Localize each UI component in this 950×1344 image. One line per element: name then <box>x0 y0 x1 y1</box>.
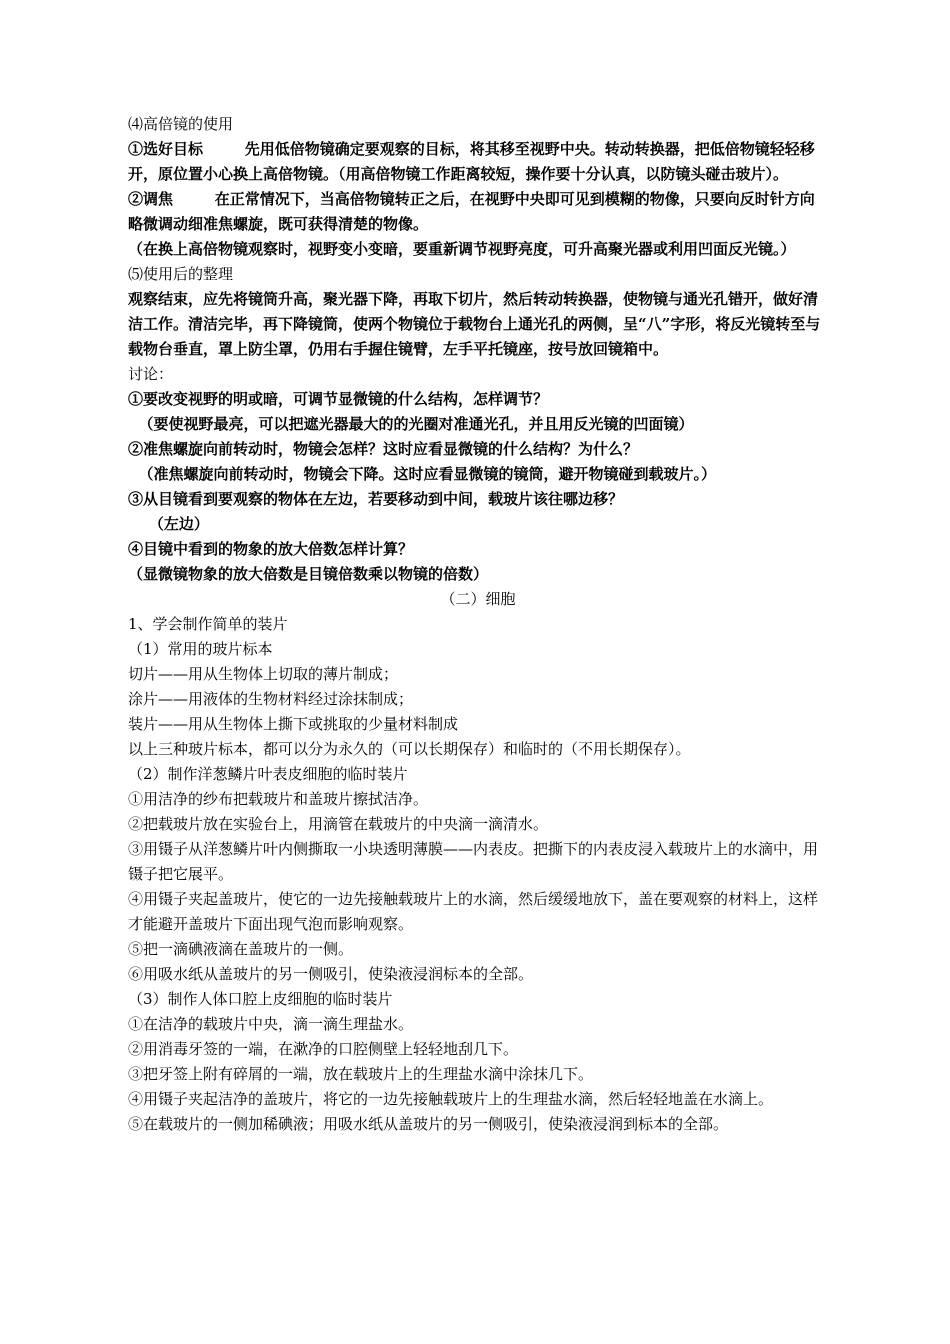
heading-make-slides: 1、学会制作简单的装片 <box>128 615 288 633</box>
cheek-step-1: ①在洁净的载玻片中央，滴一滴生理盐水。 <box>128 1015 414 1033</box>
answer-4: （显微镜物象的放大倍数是目镜倍数乘以物镜的倍数） <box>128 565 489 583</box>
cheek-step-3: ③把牙签上附有碎屑的一端，放在载玻片上的生理盐水滴中涂抹几下。 <box>128 1065 594 1083</box>
item-smear-slide: 涂片——用液体的生物材料经过涂抹制成； <box>128 690 414 708</box>
paragraph-cleanup: 观察结束，应先将镜筒升高，聚光器下降，再取下切片，然后转动转换器，使物镜与通光孔错开，做好清洁工作。清洁完毕，再下降镜筒，使两个物镜位于载物台上通光孔的两侧，呈“八”字形，将反光镜转至与载物台垂直，罩上防尘罩，仍用右手握住镜臂，左手平托镜座，按号放回镜箱中。 <box>128 290 821 358</box>
step-focus: ②调焦 在正常情况下，当高倍物镜转正之后，在视野中央即可见到模糊的物像，只要向反时针方向略微调动细准焦螺旋，既可获得清楚的物像。 <box>128 190 815 233</box>
answer-1: （要使视野最亮，可以把遮光器最大的的光圈对准通光孔，并且用反光镜的凹面镜） <box>128 415 694 433</box>
onion-step-5: ⑤把一滴碘液滴在盖玻片的一侧。 <box>128 940 354 958</box>
answer-3: （左边） <box>128 515 209 533</box>
note-brightness: （在换上高倍物镜观察时，视野变小变暗，要重新调节视野亮度，可升高聚光器或利用凹面反光镜。） <box>128 240 796 258</box>
item-section-slide: 切片——用从生物体上切取的薄片制成； <box>128 665 399 683</box>
onion-step-3: ③用镊子从洋葱鳞片叶内侧撕取一小块透明薄膜——内表皮。把撕下的内表皮浸入载玻片上的水滴中，用镊子把它展平。 <box>128 840 819 883</box>
onion-step-2: ②把载玻片放在实验台上，用滴管在载玻片的中央滴一滴清水。 <box>128 815 549 833</box>
question-4: ④目镜中看到的物象的放大倍数怎样计算？ <box>128 540 414 558</box>
question-2: ②准焦螺旋向前转动时，物镜会怎样？这时应看显微镜的什么结构？为什么？ <box>128 440 639 458</box>
question-3: ③从目镜看到要观察的物体在左边，若要移动到中间，载玻片该往哪边移？ <box>128 490 624 508</box>
paragraph-slide-types: 以上三种玻片标本，都可以分为永久的（可以长期保存）和临时的（不用长期保存）。 <box>128 740 691 758</box>
subheading-cheek-slide: （3）制作人体口腔上皮细胞的临时装片 <box>128 990 393 1008</box>
onion-step-6: ⑥用吸水纸从盖玻片的另一侧吸引，使染液浸润标本的全部。 <box>128 965 534 983</box>
item-mount-slide: 装片——用从生物体上撕下或挑取的少量材料制成 <box>128 715 459 733</box>
onion-step-1: ①用洁净的纱布把载玻片和盖玻片擦拭洁净。 <box>128 790 429 808</box>
heading-high-power-usage: ⑷高倍镜的使用 <box>128 115 234 133</box>
cheek-step-4: ④用镊子夹起洁净的盖玻片，将它的一边先接触载玻片上的生理盐水滴，然后轻轻地盖在水滴上。 <box>128 1090 774 1108</box>
answer-2: （准焦螺旋向前转动时，物镜会下降。这时应看显微镜的镜筒，避开物镜碰到载玻片。） <box>128 465 716 483</box>
onion-step-4: ④用镊子夹起盖玻片，使它的一边先接触载玻片上的水滴，然后缓缓地放下，盖在要观察的材料上，这样才能避开盖玻片下面出现气泡而影响观察。 <box>128 890 819 933</box>
cheek-step-2: ②用消毒牙签的一端，在漱净的口腔侧壁上轻轻地刮几下。 <box>128 1040 519 1058</box>
subheading-onion-slide: （2）制作洋葱鳞片叶表皮细胞的临时装片 <box>128 765 408 783</box>
subheading-common-slides: （1）常用的玻片标本 <box>128 640 273 658</box>
question-1: ①要改变视野的明或暗，可调节显微镜的什么结构，怎样调节？ <box>128 390 549 408</box>
section-title-cell: （二）细胞 <box>440 590 516 608</box>
step-select-target: ①选好目标 先用低倍物镜确定要观察的目标，将其移至视野中央。转动转换器，把低倍物镜轻轻移开，原位置小心换上高倍物镜。（用高倍物镜工作距离较短，操作要十分认真，以防镜头碰击玻片）。 <box>128 140 815 183</box>
heading-cleanup: ⑸使用后的整理 <box>128 265 234 283</box>
cheek-step-5: ⑤在载玻片的一侧加稀碘液；用吸水纸从盖玻片的另一侧吸引，使染液浸润到标本的全部。 <box>128 1115 729 1133</box>
document-page <box>128 112 828 1137</box>
heading-discussion: 讨论： <box>128 365 174 383</box>
